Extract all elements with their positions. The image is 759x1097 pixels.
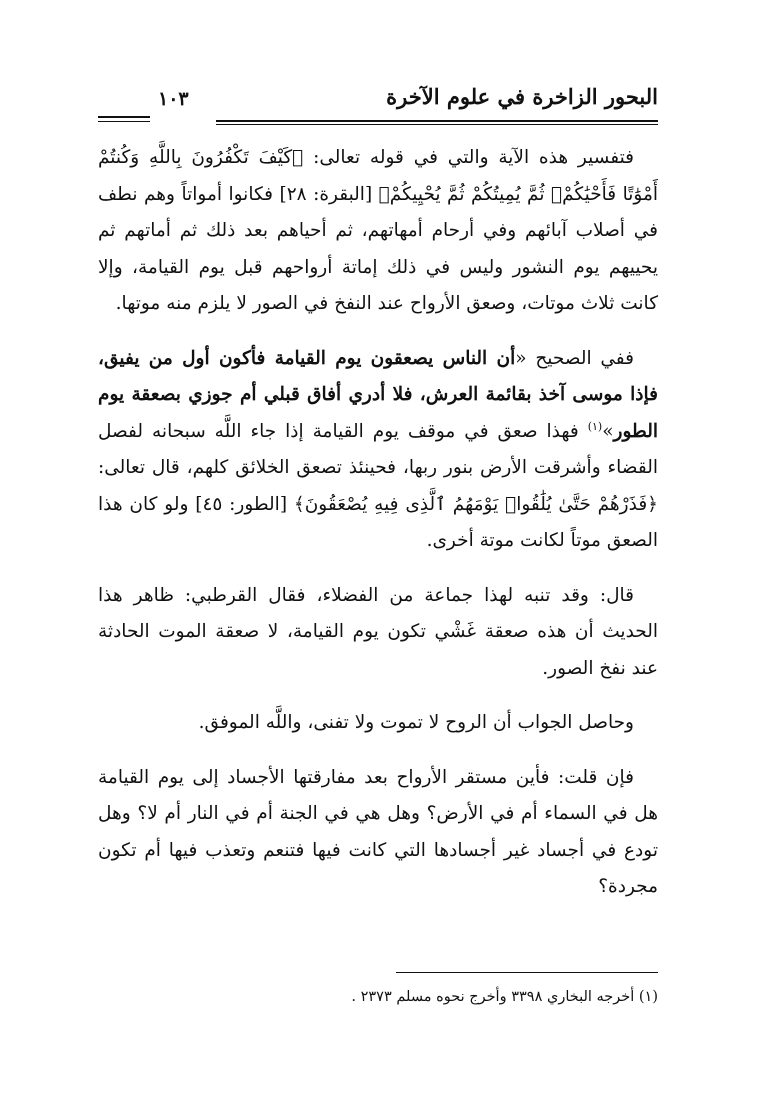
text-run: ففي الصحيح « [515,347,634,369]
paragraph-1 [98,140,658,323]
text-run: فهذا صعق في موقف يوم القيامة إذا جاء اللَّه سبحانه لفصل القضاء وأشرقت الأرض بنور ربها، فحينئذ تصعق الخلائق كلهم، قال تعالى: [98,420,658,478]
body-text [98,140,658,906]
header-rule-short-2 [98,121,150,122]
footnote-separator [396,972,658,973]
header-rule-main [216,120,658,122]
quran-verse: ﴿فَذَرْهُمْ حَتَّىٰ يُلَٰقُوا۟ يَوْمَهُمُ ٱلَّذِى فِيهِ يُصْعَقُونَ﴾ [293,493,658,515]
header-rule-main-underline [216,124,658,125]
paragraph-5 [98,760,658,906]
paragraph-3 [98,578,658,688]
running-header [98,78,658,128]
text-run: قال: وقد تنبه لهذا جماعة من الفضلاء، فقال القرطبي: ظاهر هذا الحديث أن هذه صعقة غَشْي تكون يوم القيامة، لا صعقة الموت الحادثة عند نفخ الصور. [98,584,658,679]
book-title: البحور الزاخرة في علوم الآخرة [386,84,658,109]
text-run: فتفسير هذه الآية والتي في قوله تعالى: [303,147,634,168]
text-run: [الطور: ٤٥] ولو كان هذا الصعق موتاً لكانت موتة أخرى. [98,493,658,551]
page-number: ١٠٣ [158,88,189,110]
header-rule-short [98,116,150,118]
footnote-ref: (١) [587,419,603,433]
quran-verse: ﴿كَيْفَ تَكْفُرُونَ بِاللَّهِ وَكُنتُمْ أَمْوَٰتًا فَأَحْيَٰكُمْۖ ثُمَّ يُمِيتُكُمْ ثُمَّ يُحْيِيكُمْ﴾ [98,147,658,205]
hadith-quote: أن الناس يصعقون يوم القيامة فأكون أول من يفيق، فإذا موسى آخذ بقائمة العرش، فلا أدري أفاق قبلي أم جوزي بصعقة يوم الطور [98,347,658,442]
paragraph-2 [98,341,658,560]
text-run: » [602,420,614,442]
footnote-1: (١) أخرجه البخاري ٣٣٩٨ وأخرج نحوه مسلم ٢٣٧٣ . [351,989,658,1005]
text-run: [البقرة: ٢٨] فكانوا أمواتاً وهم نطف في أصلاب آبائهم وفي أرحام أمهاتهم، ثم أحياهم بعد ذلك ثم أماتهم ثم يحييهم يوم النشور وليس في ذلك إماتة أرواحهم قبل يوم القيامة، وإلا كانت ثلاث موتات، وصعق الأرواح عند النفخ في الصور لا يلزم منه موتها. [98,183,658,314]
text-run: وحاصل الجواب أن الروح لا تموت ولا تفنى، واللَّه الموفق. [198,712,634,733]
paragraph-4 [98,705,658,742]
text-run: فإن قلت: فأين مستقر الأرواح بعد مفارقتها الأجساد إلى يوم القيامة هل في السماء أم في الأرض؟ وهل هي في الجنة أم في النار أم لا؟ وهل تودع في أجساد غير أجسادها التي كانت فيها فتنعم وتعذب فيها أم تكون مجردة؟ [98,766,658,897]
